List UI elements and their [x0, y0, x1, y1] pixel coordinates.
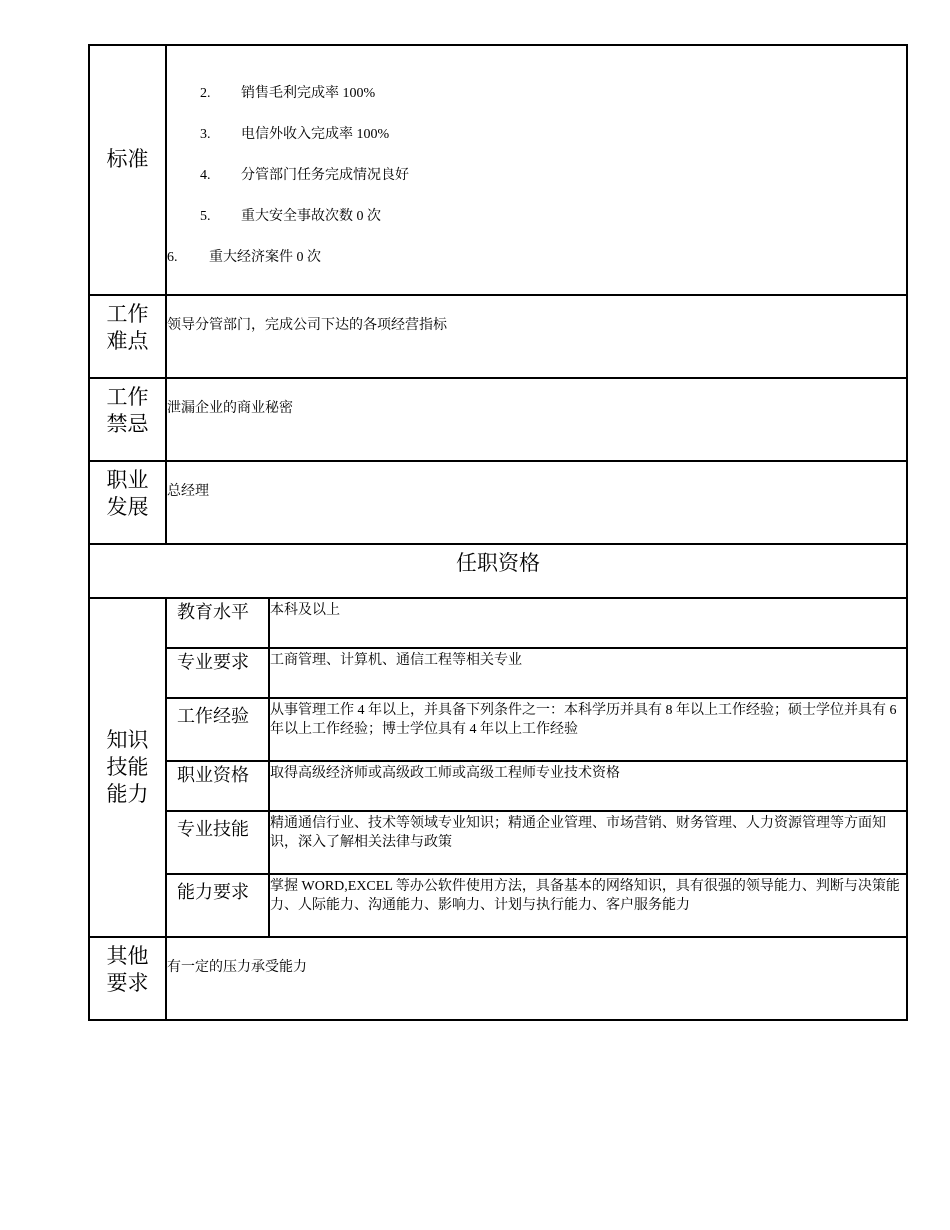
list-item: 2. 销售毛利完成率 100% — [200, 86, 376, 101]
standard-label: 标准 — [89, 45, 166, 295]
difficulty-label: 工作 难点 — [89, 295, 166, 378]
standard-list — [167, 46, 906, 289]
ability-value: 掌握 WORD,EXCEL 等办公软件使用方法，具备基本的网络知识，具有很强的领导能力、判断与决策能力、人际能力、沟通能力、影响力、计划与执行能力、客户服务能力 — [269, 874, 907, 937]
other-label: 其他 要求 — [89, 937, 166, 1020]
list-item: 5. 重大安全事故次数 0 次 — [200, 209, 381, 224]
skill-label: 专业技能 — [166, 811, 269, 874]
taboo-label: 工作 禁忌 — [89, 378, 166, 461]
standard-content — [166, 45, 907, 295]
other-row — [89, 937, 907, 1020]
list-item: 3. 电信外收入完成率 100% — [200, 127, 390, 142]
major-value: 工商管理、计算机、通信工程等相关专业 — [269, 648, 907, 698]
difficulty-value: 领导分管部门，完成公司下达的各项经营指标 — [166, 295, 907, 378]
qualification-title: 任职资格 — [89, 544, 907, 598]
knowledge-row — [89, 874, 907, 937]
knowledge-label: 知识 技能 能力 — [89, 598, 166, 937]
taboo-value: 泄漏企业的商业秘密 — [166, 378, 907, 461]
qualification-title-row — [89, 544, 907, 598]
education-label: 教育水平 — [166, 598, 269, 648]
knowledge-row — [89, 698, 907, 761]
list-item: 6. 重大经济案件 0 次 — [167, 250, 321, 265]
job-description-table-container — [88, 44, 906, 1021]
career-row — [89, 461, 907, 544]
list-item: 4. 分管部门任务完成情况良好 — [200, 168, 409, 183]
certification-value: 取得高级经济师或高级政工师或高级工程师专业技术资格 — [269, 761, 907, 811]
taboo-row — [89, 378, 907, 461]
standard-row — [89, 45, 907, 295]
experience-label: 工作经验 — [166, 698, 269, 761]
knowledge-row — [89, 648, 907, 698]
knowledge-row — [89, 761, 907, 811]
certification-label: 职业资格 — [166, 761, 269, 811]
ability-label: 能力要求 — [166, 874, 269, 937]
knowledge-row — [89, 811, 907, 874]
job-description-table — [88, 44, 908, 1021]
career-label: 职业 发展 — [89, 461, 166, 544]
experience-value: 从事管理工作 4 年以上，并具备下列条件之一：本科学历并具有 8 年以上工作经验；硕士学位并具有 6 年以上工作经验；博士学位具有 4 年以上工作经验 — [269, 698, 907, 761]
difficulty-row — [89, 295, 907, 378]
skill-value: 精通通信行业、技术等领域专业知识；精通企业管理、市场营销、财务管理、人力资源管理等方面知识，深入了解相关法律与政策 — [269, 811, 907, 874]
other-value: 有一定的压力承受能力 — [166, 937, 907, 1020]
knowledge-row — [89, 598, 907, 648]
major-label: 专业要求 — [166, 648, 269, 698]
education-value: 本科及以上 — [269, 598, 907, 648]
career-value: 总经理 — [166, 461, 907, 544]
